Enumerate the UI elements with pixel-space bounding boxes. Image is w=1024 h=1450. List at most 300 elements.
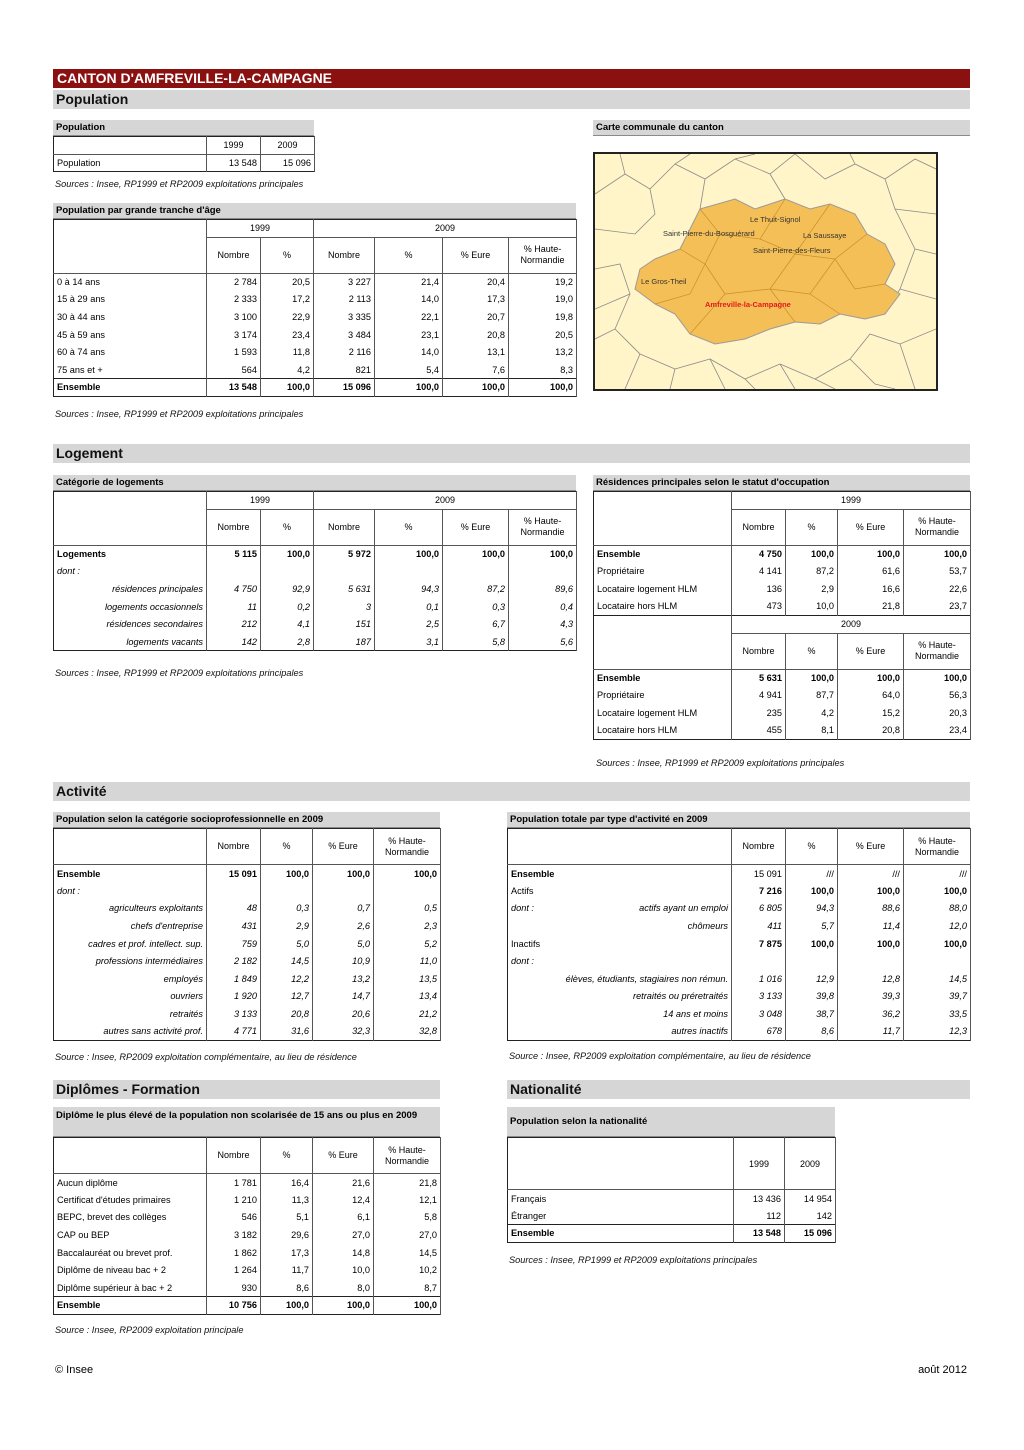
- table-cell: 100,0: [261, 865, 313, 883]
- table-row: [508, 1005, 971, 1023]
- table-cell: 31,6: [261, 1023, 313, 1041]
- table-cell: 14,5: [904, 970, 971, 988]
- table-row: [594, 545, 971, 563]
- csp-table-body: [54, 865, 441, 1041]
- table-row: [508, 935, 971, 953]
- table-cell: [313, 882, 374, 900]
- table-cell: [443, 563, 509, 581]
- table-cell: 0,2: [261, 598, 314, 616]
- row-label: Locataire logement HLM: [594, 580, 732, 598]
- table-cell: 10,0: [313, 1261, 374, 1279]
- table-cell: 20,6: [313, 1005, 374, 1023]
- table-cell: 12,4: [313, 1191, 374, 1209]
- map-label-amfreville-la-campagne: Amfreville-la-Campagne: [705, 300, 791, 309]
- table-cell: 1 210: [207, 1191, 261, 1209]
- dont-label: dont :: [511, 903, 534, 914]
- table-cell: 100,0: [904, 935, 971, 953]
- table-row: [54, 1244, 441, 1262]
- table-cell: 13,4: [374, 988, 441, 1006]
- table-row: [54, 988, 441, 1006]
- table-cell: 23,4: [904, 722, 971, 740]
- activite-type-table-block: [507, 812, 970, 1041]
- table-cell: 5,6: [509, 633, 577, 651]
- col-header: % Eure: [838, 633, 904, 669]
- table-cell: 15,2: [838, 704, 904, 722]
- col-header: Nombre: [207, 509, 261, 545]
- table-cell: 13 548: [207, 379, 261, 397]
- row-label: 15 à 29 ans: [54, 291, 207, 309]
- table-cell: 88,6: [838, 900, 904, 918]
- table-cell: 5,7: [786, 917, 838, 935]
- canton-map-svg: [595, 154, 936, 389]
- table-cell: 2 333: [207, 291, 261, 309]
- table-row: [54, 633, 577, 651]
- table-row: [508, 988, 971, 1006]
- table-row: [54, 1174, 441, 1192]
- row-label: 14 ans et moins: [508, 1005, 732, 1023]
- diplomes-source: Source : Insee, RP2009 exploitation principale: [55, 1325, 244, 1335]
- col-header: %: [375, 237, 443, 273]
- table-row: [54, 580, 577, 598]
- table-cell: 15 091: [732, 865, 786, 883]
- table-cell: 48: [207, 900, 261, 918]
- table-cell: 14,8: [313, 1244, 374, 1262]
- header-year-1999: 1999: [207, 220, 314, 238]
- row-label: ouvriers: [54, 988, 207, 1006]
- table-cell: 4,1: [261, 615, 314, 633]
- row-label: Aucun diplôme: [54, 1174, 207, 1192]
- table-cell: 32,8: [374, 1023, 441, 1041]
- table-row: [54, 154, 315, 172]
- table-row: [54, 379, 577, 397]
- table-row: [54, 598, 577, 616]
- col-header: Nombre: [207, 237, 261, 273]
- table-row: [54, 952, 441, 970]
- table-cell: 20,8: [443, 326, 509, 344]
- activite-type-source: Source : Insee, RP2009 exploitation complémentaire, au lieu de résidence: [509, 1051, 811, 1061]
- table-cell: 19,2: [509, 273, 577, 291]
- table-cell: 2 784: [207, 273, 261, 291]
- section-logement-heading: Logement: [53, 444, 970, 463]
- row-label: dont :: [508, 952, 732, 970]
- table-cell: 0,3: [443, 598, 509, 616]
- diplomes-table-block: [53, 1107, 440, 1315]
- table-cell: 22,6: [904, 580, 971, 598]
- row-label: agriculteurs exploitants: [54, 900, 207, 918]
- row-label: logements vacants: [54, 633, 207, 651]
- col-header: Nombre: [732, 509, 786, 545]
- header-empty: [54, 509, 207, 545]
- table-row: [54, 917, 441, 935]
- row-label: résidences principales: [54, 580, 207, 598]
- col-header: %: [786, 509, 838, 545]
- table-row: [508, 882, 971, 900]
- table-cell: 11,7: [261, 1261, 313, 1279]
- row-label: Ensemble: [594, 669, 732, 687]
- row-label: [508, 900, 732, 918]
- table-cell: 14 954: [785, 1190, 836, 1208]
- header-empty: [54, 137, 207, 155]
- table-cell: 21,8: [374, 1174, 441, 1192]
- row-label: Propriétaire: [594, 563, 732, 581]
- table-cell: 100,0: [838, 545, 904, 563]
- table-cell: 431: [207, 917, 261, 935]
- diplomes-table-body: [54, 1174, 441, 1315]
- table-cell: 4,2: [261, 361, 314, 379]
- col-header: % Eure: [838, 829, 904, 865]
- table-cell: 39,7: [904, 988, 971, 1006]
- col-header: Nombre: [314, 237, 375, 273]
- table-cell: 10,2: [374, 1261, 441, 1279]
- row-label: Ensemble: [54, 865, 207, 883]
- table-cell: 1 593: [207, 343, 261, 361]
- table-cell: 27,0: [374, 1226, 441, 1244]
- col-header: Nombre: [207, 829, 261, 865]
- table-cell: 100,0: [838, 935, 904, 953]
- table-cell: 187: [314, 633, 375, 651]
- table-cell: 8,0: [313, 1279, 374, 1297]
- table-cell: 20,7: [443, 308, 509, 326]
- table-cell: 12,1: [374, 1191, 441, 1209]
- table-cell: 12,3: [904, 1023, 971, 1041]
- header-year: 2009: [732, 615, 971, 633]
- table-cell: 5 115: [207, 545, 261, 563]
- table-cell: 11,3: [261, 1191, 313, 1209]
- table-row: [54, 1297, 441, 1315]
- row-label: élèves, étudiants, stagiaires non rémun.: [508, 970, 732, 988]
- table-cell: 13,2: [509, 343, 577, 361]
- table-cell: 13 436: [734, 1190, 785, 1208]
- table-cell: 1 016: [732, 970, 786, 988]
- table-cell: 0,4: [509, 598, 577, 616]
- table-cell: 92,9: [261, 580, 314, 598]
- diplomes-table: [53, 1137, 441, 1315]
- table-cell: 12,2: [261, 970, 313, 988]
- table-cell: 1 849: [207, 970, 261, 988]
- row-label: 0 à 14 ans: [54, 273, 207, 291]
- col-header: % Eure: [313, 829, 374, 865]
- row-label: dont :: [54, 563, 207, 581]
- table-cell: 19,8: [509, 308, 577, 326]
- table-cell: 678: [732, 1023, 786, 1041]
- table-cell: 4 141: [732, 563, 786, 581]
- csp-source: Source : Insee, RP2009 exploitation complémentaire, au lieu de résidence: [55, 1052, 357, 1062]
- map-label-saint-pierre-du-bosguerard: Saint-Pierre-du-Bosguérard: [663, 229, 755, 238]
- row-label: Locataire logement HLM: [594, 704, 732, 722]
- table-row: [54, 563, 577, 581]
- row-label: Étranger: [508, 1207, 734, 1225]
- table-cell: 4 941: [732, 687, 786, 705]
- table-cell: 759: [207, 935, 261, 953]
- table-cell: 100,0: [261, 379, 314, 397]
- table-cell: 21,8: [838, 598, 904, 616]
- table-cell: 10,9: [313, 952, 374, 970]
- row-label: Ensemble: [508, 1225, 734, 1243]
- logements-table-block: [53, 475, 576, 651]
- table-row: [54, 1191, 441, 1209]
- col-header: Nombre: [732, 633, 786, 669]
- row-label: Population: [54, 154, 207, 172]
- col-header: %: [261, 829, 313, 865]
- row-label: dont :: [54, 882, 207, 900]
- table-cell: 2,3: [374, 917, 441, 935]
- row-label-text: actifs ayant un emploi: [639, 903, 728, 914]
- table-row: [54, 935, 441, 953]
- col-header: % Haute-Normandie: [509, 237, 577, 273]
- header-year-1999: 1999: [207, 137, 261, 155]
- table-cell: 5,2: [374, 935, 441, 953]
- map-title: Carte communale du canton: [593, 120, 970, 136]
- population-table: [53, 136, 315, 172]
- row-label: autres sans activité prof.: [54, 1023, 207, 1041]
- table-cell: 12,8: [838, 970, 904, 988]
- table-cell: 19,0: [509, 291, 577, 309]
- table-cell: 20,5: [261, 273, 314, 291]
- table-cell: 12,9: [786, 970, 838, 988]
- table-cell: 38,7: [786, 1005, 838, 1023]
- table-row: [54, 1279, 441, 1297]
- header-year-2009: 2009: [314, 220, 577, 238]
- table-cell: [207, 563, 261, 581]
- map-label-saint-pierre-des-fleurs: Saint-Pierre-des-Fleurs: [753, 246, 831, 255]
- footer-copyright: © Insee: [55, 1364, 94, 1376]
- row-label: BEPC, brevet des collèges: [54, 1209, 207, 1227]
- table-cell: 64,0: [838, 687, 904, 705]
- table-row: [54, 865, 441, 883]
- table-cell: 21,4: [375, 273, 443, 291]
- table-cell: 142: [207, 633, 261, 651]
- table-cell: 5,1: [261, 1209, 313, 1227]
- table-cell: 3 100: [207, 308, 261, 326]
- table-cell: 5,0: [261, 935, 313, 953]
- table-cell: 0,3: [261, 900, 313, 918]
- table-cell: 14,0: [375, 291, 443, 309]
- table-cell: 16,4: [261, 1174, 313, 1192]
- table-cell: 22,9: [261, 308, 314, 326]
- table-cell: 20,5: [509, 326, 577, 344]
- row-label: logements occasionnels: [54, 598, 207, 616]
- table-cell: 1 920: [207, 988, 261, 1006]
- table-cell: 100,0: [443, 379, 509, 397]
- diplomes-table-title: Diplôme le plus élevé de la population non scolarisée de 15 ans ou plus en 2009: [53, 1107, 440, 1137]
- population-source: Sources : Insee, RP1999 et RP2009 exploitations principales: [55, 179, 304, 189]
- row-label: Ensemble: [508, 865, 732, 883]
- table-row: [54, 326, 577, 344]
- table-cell: 2 182: [207, 952, 261, 970]
- age-table-title: Population par grande tranche d'âge: [53, 203, 576, 219]
- table-cell: [509, 563, 577, 581]
- table-cell: 142: [785, 1207, 836, 1225]
- table-cell: 8,1: [786, 722, 838, 740]
- table-row: [54, 361, 577, 379]
- map-label-le-gros-theil: Le Gros-Theil: [641, 277, 687, 286]
- row-label: professions intermédiaires: [54, 952, 207, 970]
- table-cell: 5,8: [443, 633, 509, 651]
- table-cell: 100,0: [838, 669, 904, 687]
- table-cell: 6,1: [313, 1209, 374, 1227]
- table-row: [54, 882, 441, 900]
- table-cell: 136: [732, 580, 786, 598]
- csp-table-block: [53, 812, 440, 1041]
- row-label: CAP ou BEP: [54, 1226, 207, 1244]
- logements-table-body: [54, 545, 577, 651]
- table-cell: 2,5: [375, 615, 443, 633]
- table-row: [54, 1226, 441, 1244]
- table-row: [508, 900, 971, 918]
- table-cell: 17,3: [443, 291, 509, 309]
- table-row: [54, 545, 577, 563]
- table-cell: 20,4: [443, 273, 509, 291]
- table-cell: [786, 952, 838, 970]
- table-cell: 20,3: [904, 704, 971, 722]
- table-cell: 7,6: [443, 361, 509, 379]
- table-cell: 100,0: [786, 545, 838, 563]
- row-label: Logements: [54, 545, 207, 563]
- canton-map: [593, 152, 938, 391]
- table-cell: 100,0: [786, 882, 838, 900]
- table-cell: [732, 952, 786, 970]
- table-cell: 3 335: [314, 308, 375, 326]
- residences-table: [593, 491, 971, 740]
- header-empty: [54, 829, 207, 865]
- table-cell: 8,7: [374, 1279, 441, 1297]
- table-cell: [261, 882, 313, 900]
- table-cell: 3 048: [732, 1005, 786, 1023]
- table-cell: 2 116: [314, 343, 375, 361]
- table-cell: 89,6: [509, 580, 577, 598]
- table-cell: 100,0: [786, 935, 838, 953]
- table-cell: 4 771: [207, 1023, 261, 1041]
- row-label: Ensemble: [594, 545, 732, 563]
- table-cell: 22,1: [375, 308, 443, 326]
- table-row: [54, 308, 577, 326]
- table-cell: [261, 563, 314, 581]
- table-cell: 87,2: [786, 563, 838, 581]
- table-cell: 32,3: [313, 1023, 374, 1041]
- table-cell: 0,5: [374, 900, 441, 918]
- table-cell: 100,0: [313, 1297, 374, 1315]
- table-cell: 546: [207, 1209, 261, 1227]
- table-cell: 100,0: [443, 545, 509, 563]
- table-cell: 8,6: [261, 1279, 313, 1297]
- age-table-body: [54, 273, 577, 396]
- table-cell: 94,3: [375, 580, 443, 598]
- residences-table-body: [594, 492, 971, 740]
- table-cell: 112: [734, 1207, 785, 1225]
- col-header: % Haute-Normandie: [374, 1138, 441, 1174]
- table-cell: 7 216: [732, 882, 786, 900]
- table-cell: 94,3: [786, 900, 838, 918]
- table-row: [508, 1225, 836, 1243]
- table-cell: 10 756: [207, 1297, 261, 1315]
- table-cell: 3: [314, 598, 375, 616]
- table-row: [54, 1005, 441, 1023]
- col-header: Nombre: [207, 1138, 261, 1174]
- csp-table: [53, 828, 441, 1041]
- header-year: 1999: [732, 492, 971, 510]
- table-cell: 7 875: [732, 935, 786, 953]
- table-cell: 17,2: [261, 291, 314, 309]
- nationalite-source: Sources : Insee, RP1999 et RP2009 exploitations principales: [509, 1255, 758, 1265]
- row-label: Français: [508, 1190, 734, 1208]
- table-cell: 39,8: [786, 988, 838, 1006]
- table-cell: 4,2: [786, 704, 838, 722]
- table-cell: 29,6: [261, 1226, 313, 1244]
- table-cell: 100,0: [261, 545, 314, 563]
- col-header: Nombre: [314, 509, 375, 545]
- activite-type-table-body: [508, 865, 971, 1041]
- table-cell: 20,8: [838, 722, 904, 740]
- table-cell: 1 862: [207, 1244, 261, 1262]
- row-label: retraités: [54, 1005, 207, 1023]
- table-cell: [838, 952, 904, 970]
- col-header: % Eure: [443, 237, 509, 273]
- header-year-2009: 2009: [785, 1138, 836, 1190]
- table-cell: 100,0: [375, 379, 443, 397]
- row-label: 45 à 59 ans: [54, 326, 207, 344]
- table-cell: 3 133: [732, 988, 786, 1006]
- table-cell: 13,5: [374, 970, 441, 988]
- header-empty: [54, 220, 207, 238]
- row-label: 75 ans et +: [54, 361, 207, 379]
- table-cell: 16,6: [838, 580, 904, 598]
- section-activite-heading: Activité: [53, 782, 970, 801]
- table-cell: 411: [732, 917, 786, 935]
- col-header: % Haute-Normandie: [904, 509, 971, 545]
- table-cell: 4,3: [509, 615, 577, 633]
- table-row: [508, 1207, 836, 1225]
- table-cell: ///: [904, 865, 971, 883]
- table-cell: 0,1: [375, 598, 443, 616]
- row-label: Certificat d'études primaires: [54, 1191, 207, 1209]
- table-cell: ///: [786, 865, 838, 883]
- col-header: % Haute-Normandie: [509, 509, 577, 545]
- table-cell: 88,0: [904, 900, 971, 918]
- table-cell: 5,8: [374, 1209, 441, 1227]
- row-label: Ensemble: [54, 1297, 207, 1315]
- table-cell: 23,4: [261, 326, 314, 344]
- table-cell: 23,1: [375, 326, 443, 344]
- residences-table-block: [593, 475, 970, 740]
- table-row: [594, 687, 971, 705]
- canton-banner: CANTON D'AMFREVILLE-LA-CAMPAGNE: [53, 69, 970, 88]
- table-cell: 20,8: [261, 1005, 313, 1023]
- header-year-2009: 2009: [314, 492, 577, 510]
- table-cell: 87,2: [443, 580, 509, 598]
- table-cell: 12,7: [261, 988, 313, 1006]
- header-empty: [594, 615, 732, 669]
- activite-type-table-title: Population totale par type d'activité en 2009: [507, 812, 970, 828]
- header-year-1999: 1999: [734, 1138, 785, 1190]
- footer-date: août 2012: [918, 1364, 967, 1376]
- col-header: %: [375, 509, 443, 545]
- table-cell: [207, 882, 261, 900]
- table-cell: 13 548: [734, 1225, 785, 1243]
- table-cell: 5,4: [375, 361, 443, 379]
- table-cell: 455: [732, 722, 786, 740]
- table-cell: 212: [207, 615, 261, 633]
- row-label: Baccalauréat ou brevet prof.: [54, 1244, 207, 1262]
- table-cell: 100,0: [509, 379, 577, 397]
- row-label: Locataire hors HLM: [594, 598, 732, 616]
- table-row: [508, 970, 971, 988]
- header-year-2009: 2009: [261, 137, 315, 155]
- table-cell: 100,0: [786, 669, 838, 687]
- row-label: Inactifs: [508, 935, 732, 953]
- table-cell: 5,0: [313, 935, 374, 953]
- row-label: résidences secondaires: [54, 615, 207, 633]
- table-row: [54, 615, 577, 633]
